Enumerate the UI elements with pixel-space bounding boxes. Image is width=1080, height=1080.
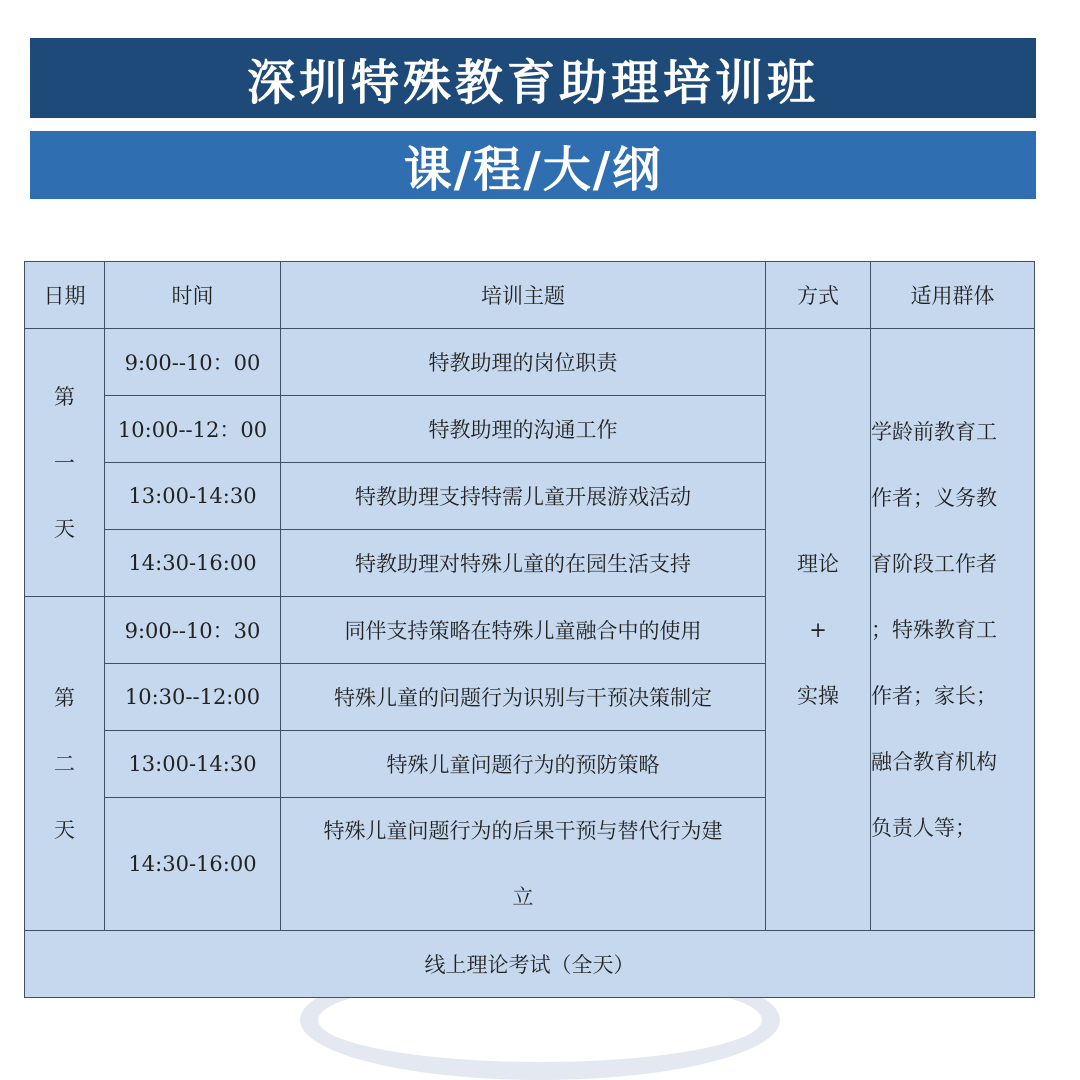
session-topic: 特教助理的沟通工作 [281, 396, 766, 463]
table-footer-row [25, 931, 1035, 998]
session-topic: 特教助理的岗位职责 [281, 329, 766, 396]
session-topic: 同伴支持策略在特殊儿童融合中的使用 [281, 597, 766, 664]
table-header-row [25, 262, 1035, 329]
header-method: 方式 [766, 262, 871, 329]
page-subtitle: 课/程/大/纲 [403, 141, 663, 198]
day-2-label: 第 二 天 [25, 597, 105, 931]
header-audience: 适用群体 [871, 262, 1035, 329]
online-exam-note: 线上理论考试（全天） [25, 931, 1035, 998]
day-1-label: 第 一 天 [25, 329, 105, 597]
session-time: 14:30-16:00 [105, 798, 281, 931]
session-time: 10:00--12：00 [105, 396, 281, 463]
session-topic: 特殊儿童问题行为的后果干预与替代行为建 立 [281, 798, 766, 931]
schedule-table [24, 261, 1035, 998]
table-row [25, 329, 1035, 396]
page-title: 深圳特殊教育助理培训班 [246, 54, 819, 111]
session-topic: 特教助理支持特需儿童开展游戏活动 [281, 463, 766, 530]
session-topic: 特殊儿童的问题行为识别与干预决策制定 [281, 664, 766, 731]
target-audience: 学龄前教育工 作者；义务教 育阶段工作者 ；特殊教育工 作者；家长； 融合教育机构 负责人等； [871, 329, 1035, 931]
session-time: 9:00--10：00 [105, 329, 281, 396]
session-topic: 特殊儿童问题行为的预防策略 [281, 731, 766, 798]
session-time: 10:30--12:00 [105, 664, 281, 731]
header-topic: 培训主题 [281, 262, 766, 329]
session-time: 13:00-14:30 [105, 463, 281, 530]
session-time: 9:00--10：30 [105, 597, 281, 664]
page-title-banner [30, 38, 1036, 118]
training-method: 理论 + 实操 [766, 329, 871, 931]
session-time: 13:00-14:30 [105, 731, 281, 798]
session-topic: 特教助理对特殊儿童的在园生活支持 [281, 530, 766, 597]
session-time: 14:30-16:00 [105, 530, 281, 597]
header-date: 日期 [25, 262, 105, 329]
header-time: 时间 [105, 262, 281, 329]
page-subtitle-banner [30, 131, 1036, 199]
